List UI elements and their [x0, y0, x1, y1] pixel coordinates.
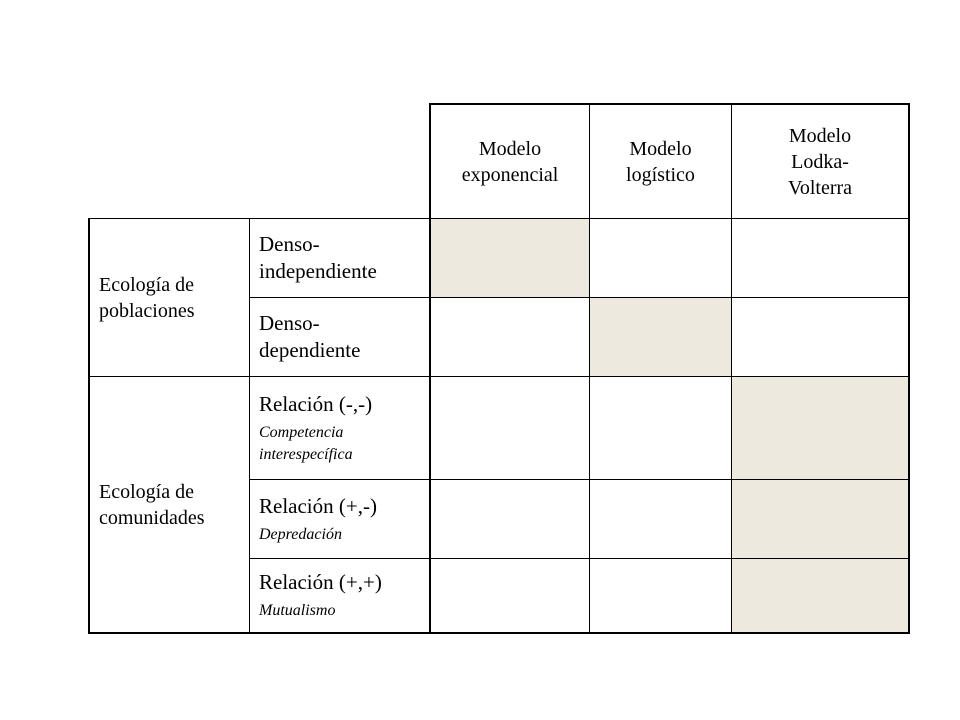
group-header-populations	[99, 219, 249, 376]
row-header-density-dependent	[259, 298, 427, 376]
row-header-line: Relación (+,-)	[259, 493, 377, 518]
cell-r3-c3-highlight	[732, 377, 908, 479]
row-header-density-independent	[259, 219, 427, 297]
column-header-line: logístico	[626, 163, 695, 186]
row-header-line: Relación (-,-)	[259, 391, 373, 416]
row-subheader-line: interespecífica	[259, 445, 353, 463]
group-header-line: poblaciones	[99, 299, 195, 322]
column-header-line: exponencial	[461, 163, 559, 186]
column-header-line: Modelo	[478, 137, 542, 160]
cell-r1-c1-highlight	[431, 219, 589, 297]
cell-r5-c3-highlight	[732, 559, 908, 633]
row-header-line: dependiente	[259, 338, 361, 362]
row-header-competition	[259, 377, 427, 479]
column-header-exponential	[431, 105, 589, 218]
row-subheader-line: Mutualismo	[259, 602, 336, 619]
row-header-line: Denso-	[259, 232, 320, 256]
row-header-predation	[259, 480, 427, 558]
column-header-line: Lodka-	[791, 150, 849, 173]
row-subheader-line: Competencia	[259, 423, 344, 441]
row-header-line: independiente	[259, 259, 377, 283]
vline-right-outer	[908, 103, 910, 634]
group-header-line: Ecología de	[99, 480, 194, 503]
group-header-communities	[99, 377, 249, 632]
row-header-line: Relación (+,+)	[259, 570, 382, 594]
row-subheader-line: Depredación	[259, 525, 342, 543]
row-header-mutualism	[259, 559, 427, 632]
group-header-line: comunidades	[99, 506, 205, 529]
row-header-line: Denso-	[259, 311, 320, 335]
column-header-logistic	[590, 105, 731, 218]
group-header-line: Ecología de	[99, 273, 194, 296]
hline-bottom	[88, 632, 910, 634]
vline-row-header	[249, 218, 250, 634]
column-header-line: Modelo	[629, 137, 692, 160]
column-header-line: Volterra	[787, 176, 853, 199]
cell-r4-c3-highlight	[732, 480, 908, 558]
cell-r2-c2-highlight	[590, 298, 731, 376]
column-header-line: Modelo	[788, 124, 852, 147]
column-header-lotka-volterra	[732, 105, 908, 218]
vline-left-outer	[88, 218, 90, 634]
